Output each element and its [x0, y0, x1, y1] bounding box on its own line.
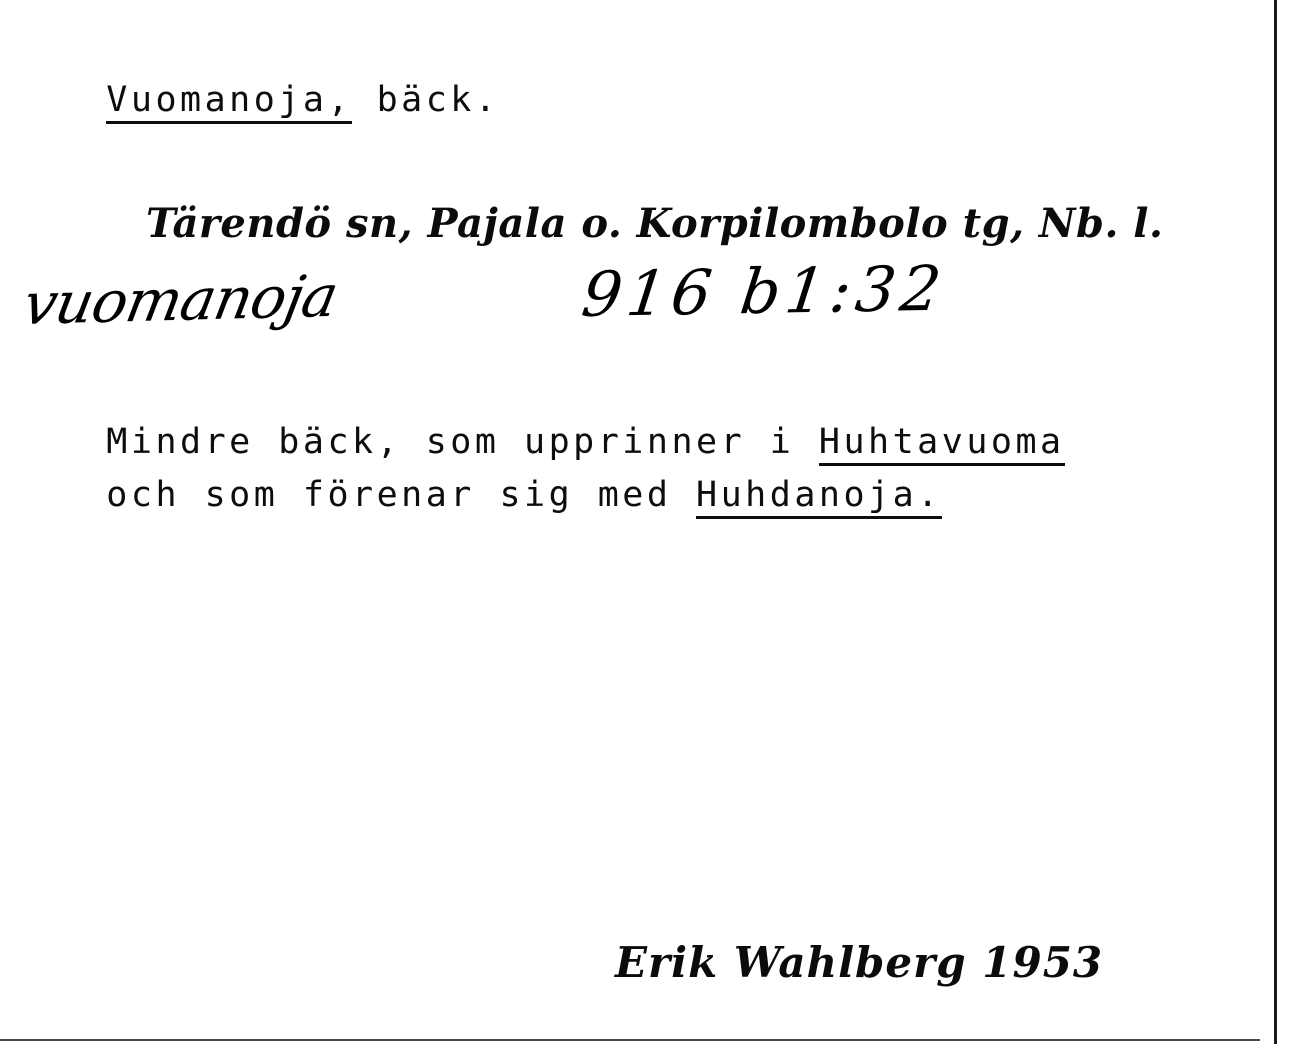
card-right-border — [1274, 0, 1277, 1044]
description-line-1-text: Mindre bäck, som upprinner i — [106, 422, 819, 462]
collector-signature: Erik Wahlberg 1953 — [615, 938, 1104, 987]
headword: Vuomanoja, — [106, 80, 352, 124]
description-line-2-text: och som förenar sig med — [106, 475, 697, 515]
handwritten-name-form: vuomanoja — [18, 261, 343, 338]
description-line-1-placename: Huhtavuoma — [819, 422, 1065, 466]
description-line-2-placename: Huhdanoja. — [696, 475, 942, 519]
handwritten-archive-reference: 916 b1:32 — [578, 251, 950, 331]
card-bottom-border — [0, 1039, 1260, 1041]
description-line-2 — [8, 435, 942, 555]
parish-district-line: Tärendö sn, Pajala o. Korpilombolo tg, Nb. l. — [146, 200, 1164, 247]
headword-type: bäck. — [352, 80, 500, 120]
headword-line — [8, 40, 499, 160]
